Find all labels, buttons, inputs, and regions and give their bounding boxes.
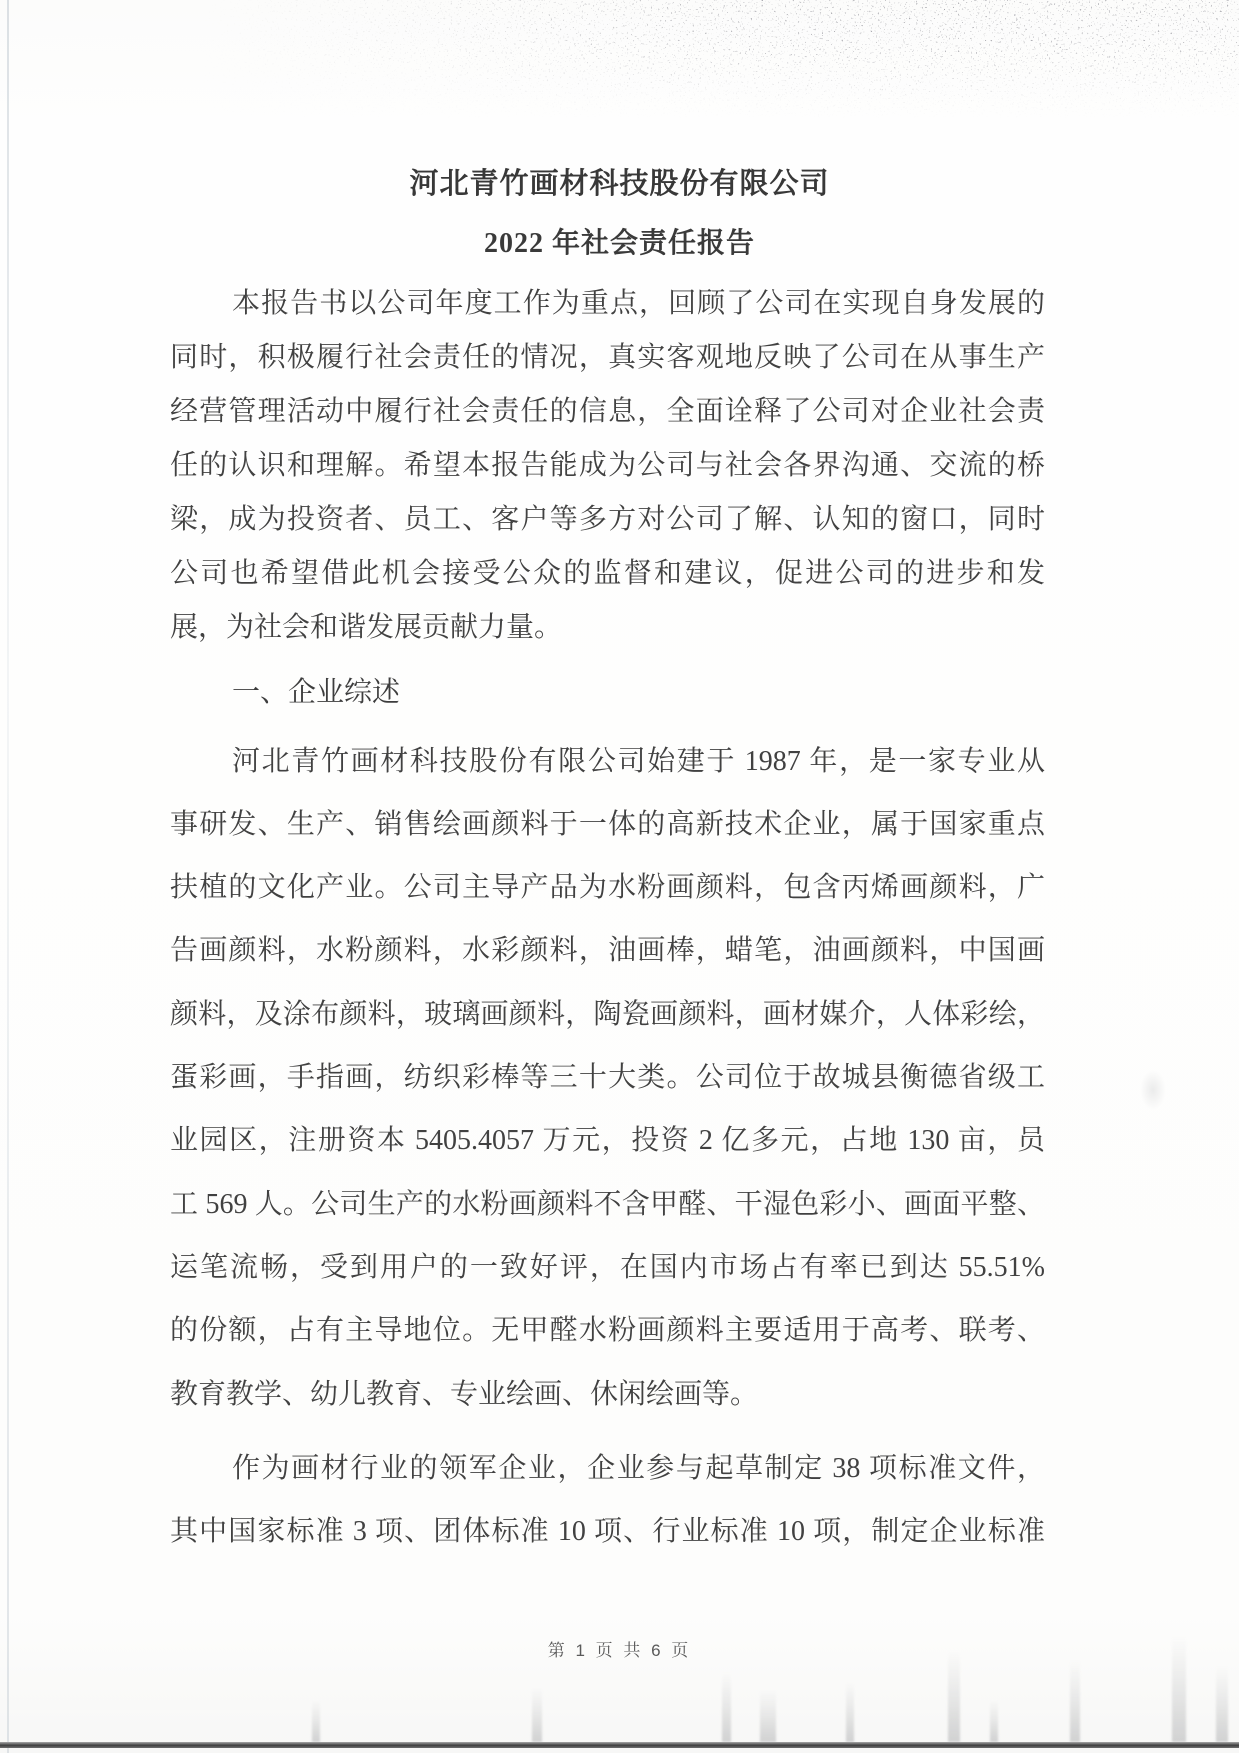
body-line: 梁，成为投资者、员工、客户等多方对公司了解、认知的窗口，同时 bbox=[170, 504, 1045, 535]
scan-smudge bbox=[1140, 1070, 1166, 1110]
body-line: 扶植的文化产业。公司主导产品为水粉画颜料，包含丙烯画颜料，广 bbox=[170, 872, 1045, 903]
body-line: 蛋彩画，手指画，纺织彩棒等三十大类。公司位于故城县衡德省级工 bbox=[170, 1062, 1045, 1093]
body-line: 本报告书以公司年度工作为重点，回顾了公司在实现自身发展的 bbox=[232, 288, 1045, 319]
body-line: 经营管理活动中履行社会责任的信息，全面诠释了公司对企业社会责 bbox=[170, 396, 1045, 427]
page-number: 第 1 页 共 6 页 bbox=[547, 1641, 692, 1660]
body-line: 其中国家标准 3 项、团体标准 10 项、行业标准 10 项，制定企业标准 bbox=[170, 1516, 1045, 1547]
document-subtitle: 2022 年社会责任报告 bbox=[483, 228, 755, 259]
body-line: 展，为社会和谐发展贡献力量。 bbox=[170, 612, 563, 643]
scan-smudge bbox=[990, 1700, 998, 1742]
body-line: 教育教学、幼儿教育、专业绘画、休闲绘画等。 bbox=[170, 1379, 759, 1410]
scan-smudge bbox=[1172, 1636, 1186, 1742]
scan-smudge bbox=[532, 1688, 542, 1742]
body-line: 运笔流畅，受到用户的一致好评，在国内市场占有率已到达 55.51% bbox=[170, 1252, 1045, 1283]
body-line: 同时，积极履行社会责任的情况，真实客观地反映了公司在从事生产 bbox=[170, 342, 1045, 373]
body-line: 公司也希望借此机会接受公众的监督和建议，促进公司的进步和发 bbox=[170, 558, 1045, 589]
scan-smudge bbox=[760, 1690, 776, 1742]
body-line: 业园区，注册资本 5405.4057 万元，投资 2 亿多元，占地 130 亩，员 bbox=[170, 1125, 1045, 1156]
scan-smudge bbox=[1216, 1666, 1228, 1742]
scan-edge-left bbox=[7, 0, 9, 1753]
body-line: 作为画材行业的领军企业，企业参与起草制定 38 项标准文件， bbox=[232, 1453, 1045, 1484]
body-line: 河北青竹画材科技股份有限公司始建于 1987 年，是一家专业从 bbox=[232, 746, 1045, 777]
scan-smudge bbox=[1070, 1660, 1080, 1742]
body-line: 任的认识和理解。希望本报告能成为公司与社会各界沟通、交流的桥 bbox=[170, 450, 1045, 481]
document-title: 河北青竹画材科技股份有限公司 bbox=[409, 168, 830, 200]
body-line: 的份额，占有主导地位。无甲醛水粉画颜料主要适用于高考、联考、 bbox=[170, 1315, 1045, 1346]
body-line: 事研发、生产、销售绘画颜料于一体的高新技术企业，属于国家重点 bbox=[170, 809, 1045, 840]
body-line: 颜料，及涂布颜料，玻璃画颜料，陶瓷画颜料，画材媒介，人体彩绘， bbox=[170, 999, 1045, 1030]
scan-smudge bbox=[312, 1700, 320, 1742]
body-line: 工 569 人。公司生产的水粉画颜料不含甲醛、干湿色彩小、画面平整、 bbox=[170, 1189, 1045, 1220]
scan-smudge bbox=[846, 1682, 854, 1742]
scan-edge-bottom bbox=[0, 1742, 1239, 1748]
scan-smudge bbox=[722, 1672, 731, 1742]
body-line: 告画颜料，水粉颜料，水彩颜料，油画棒，蜡笔，油画颜料，中国画 bbox=[170, 935, 1045, 966]
section-heading: 一、企业综述 bbox=[232, 677, 401, 708]
scan-smudge bbox=[948, 1650, 960, 1742]
scan-noise-top bbox=[0, 0, 1239, 118]
